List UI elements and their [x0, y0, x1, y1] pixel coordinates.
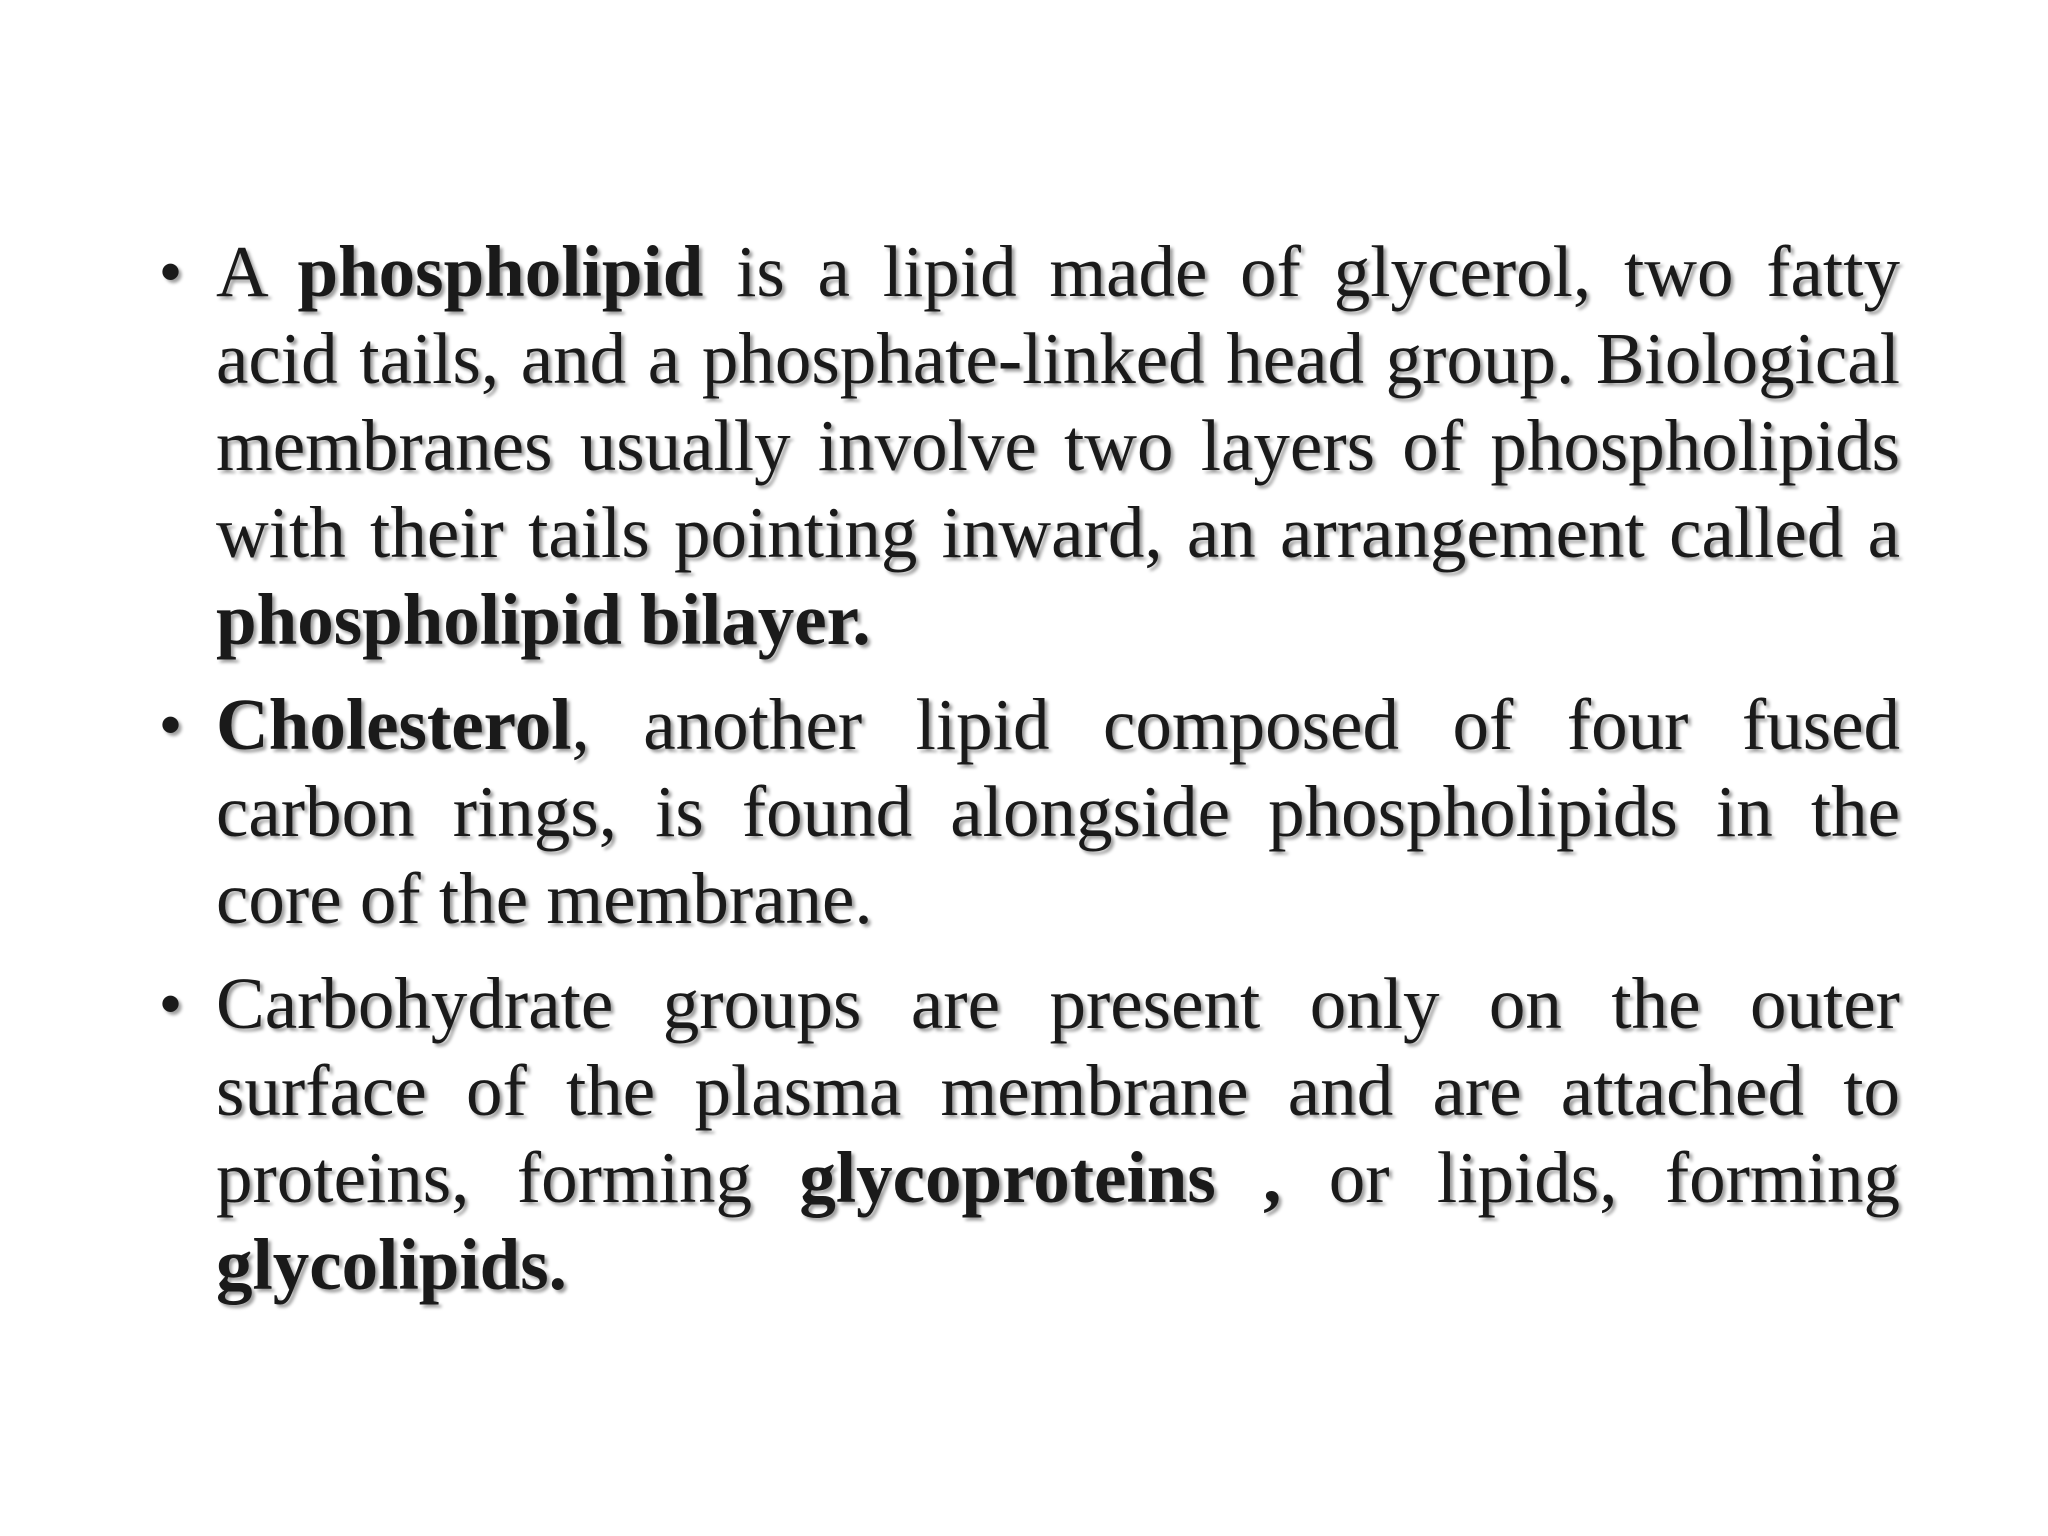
- term-phospholipid: phospholipid: [297, 231, 704, 312]
- bullet-text: is a lipid made of glycerol, two fatty acid tails, and a phosphate-linked head group. Biological membranes usually involve two layers of phospholipids with their tails pointing inward, an arrangement called a: [216, 231, 1900, 573]
- bullet-list: [160, 228, 1900, 1326]
- bullet-cholesterol: [160, 681, 1900, 942]
- term-phospholipid-bilayer: phospholipid bilayer.: [216, 579, 871, 660]
- term-glycolipids: glycolipids.: [216, 1224, 567, 1305]
- bullet-phospholipid: [160, 228, 1900, 663]
- term-glycoproteins: glycoproteins ,: [799, 1137, 1282, 1218]
- bullet-text: A: [216, 231, 298, 312]
- bullet-text: , another lipid composed of four fused carbon rings, is found alongside phospholipids in the core of the membrane.: [216, 684, 1900, 939]
- bullet-text: Carbohydrate groups are present only on the outer surface of the plasma membrane and are attached to proteins, forming: [216, 963, 1900, 1218]
- term-cholesterol: Cholesterol: [216, 684, 572, 765]
- bullet-carbohydrate: [160, 960, 1900, 1308]
- bullet-icon: •: [160, 970, 182, 1037]
- bullet-text: or lipids, forming: [1281, 1137, 1900, 1218]
- bullet-icon: •: [160, 238, 182, 305]
- bullet-icon: •: [160, 691, 182, 758]
